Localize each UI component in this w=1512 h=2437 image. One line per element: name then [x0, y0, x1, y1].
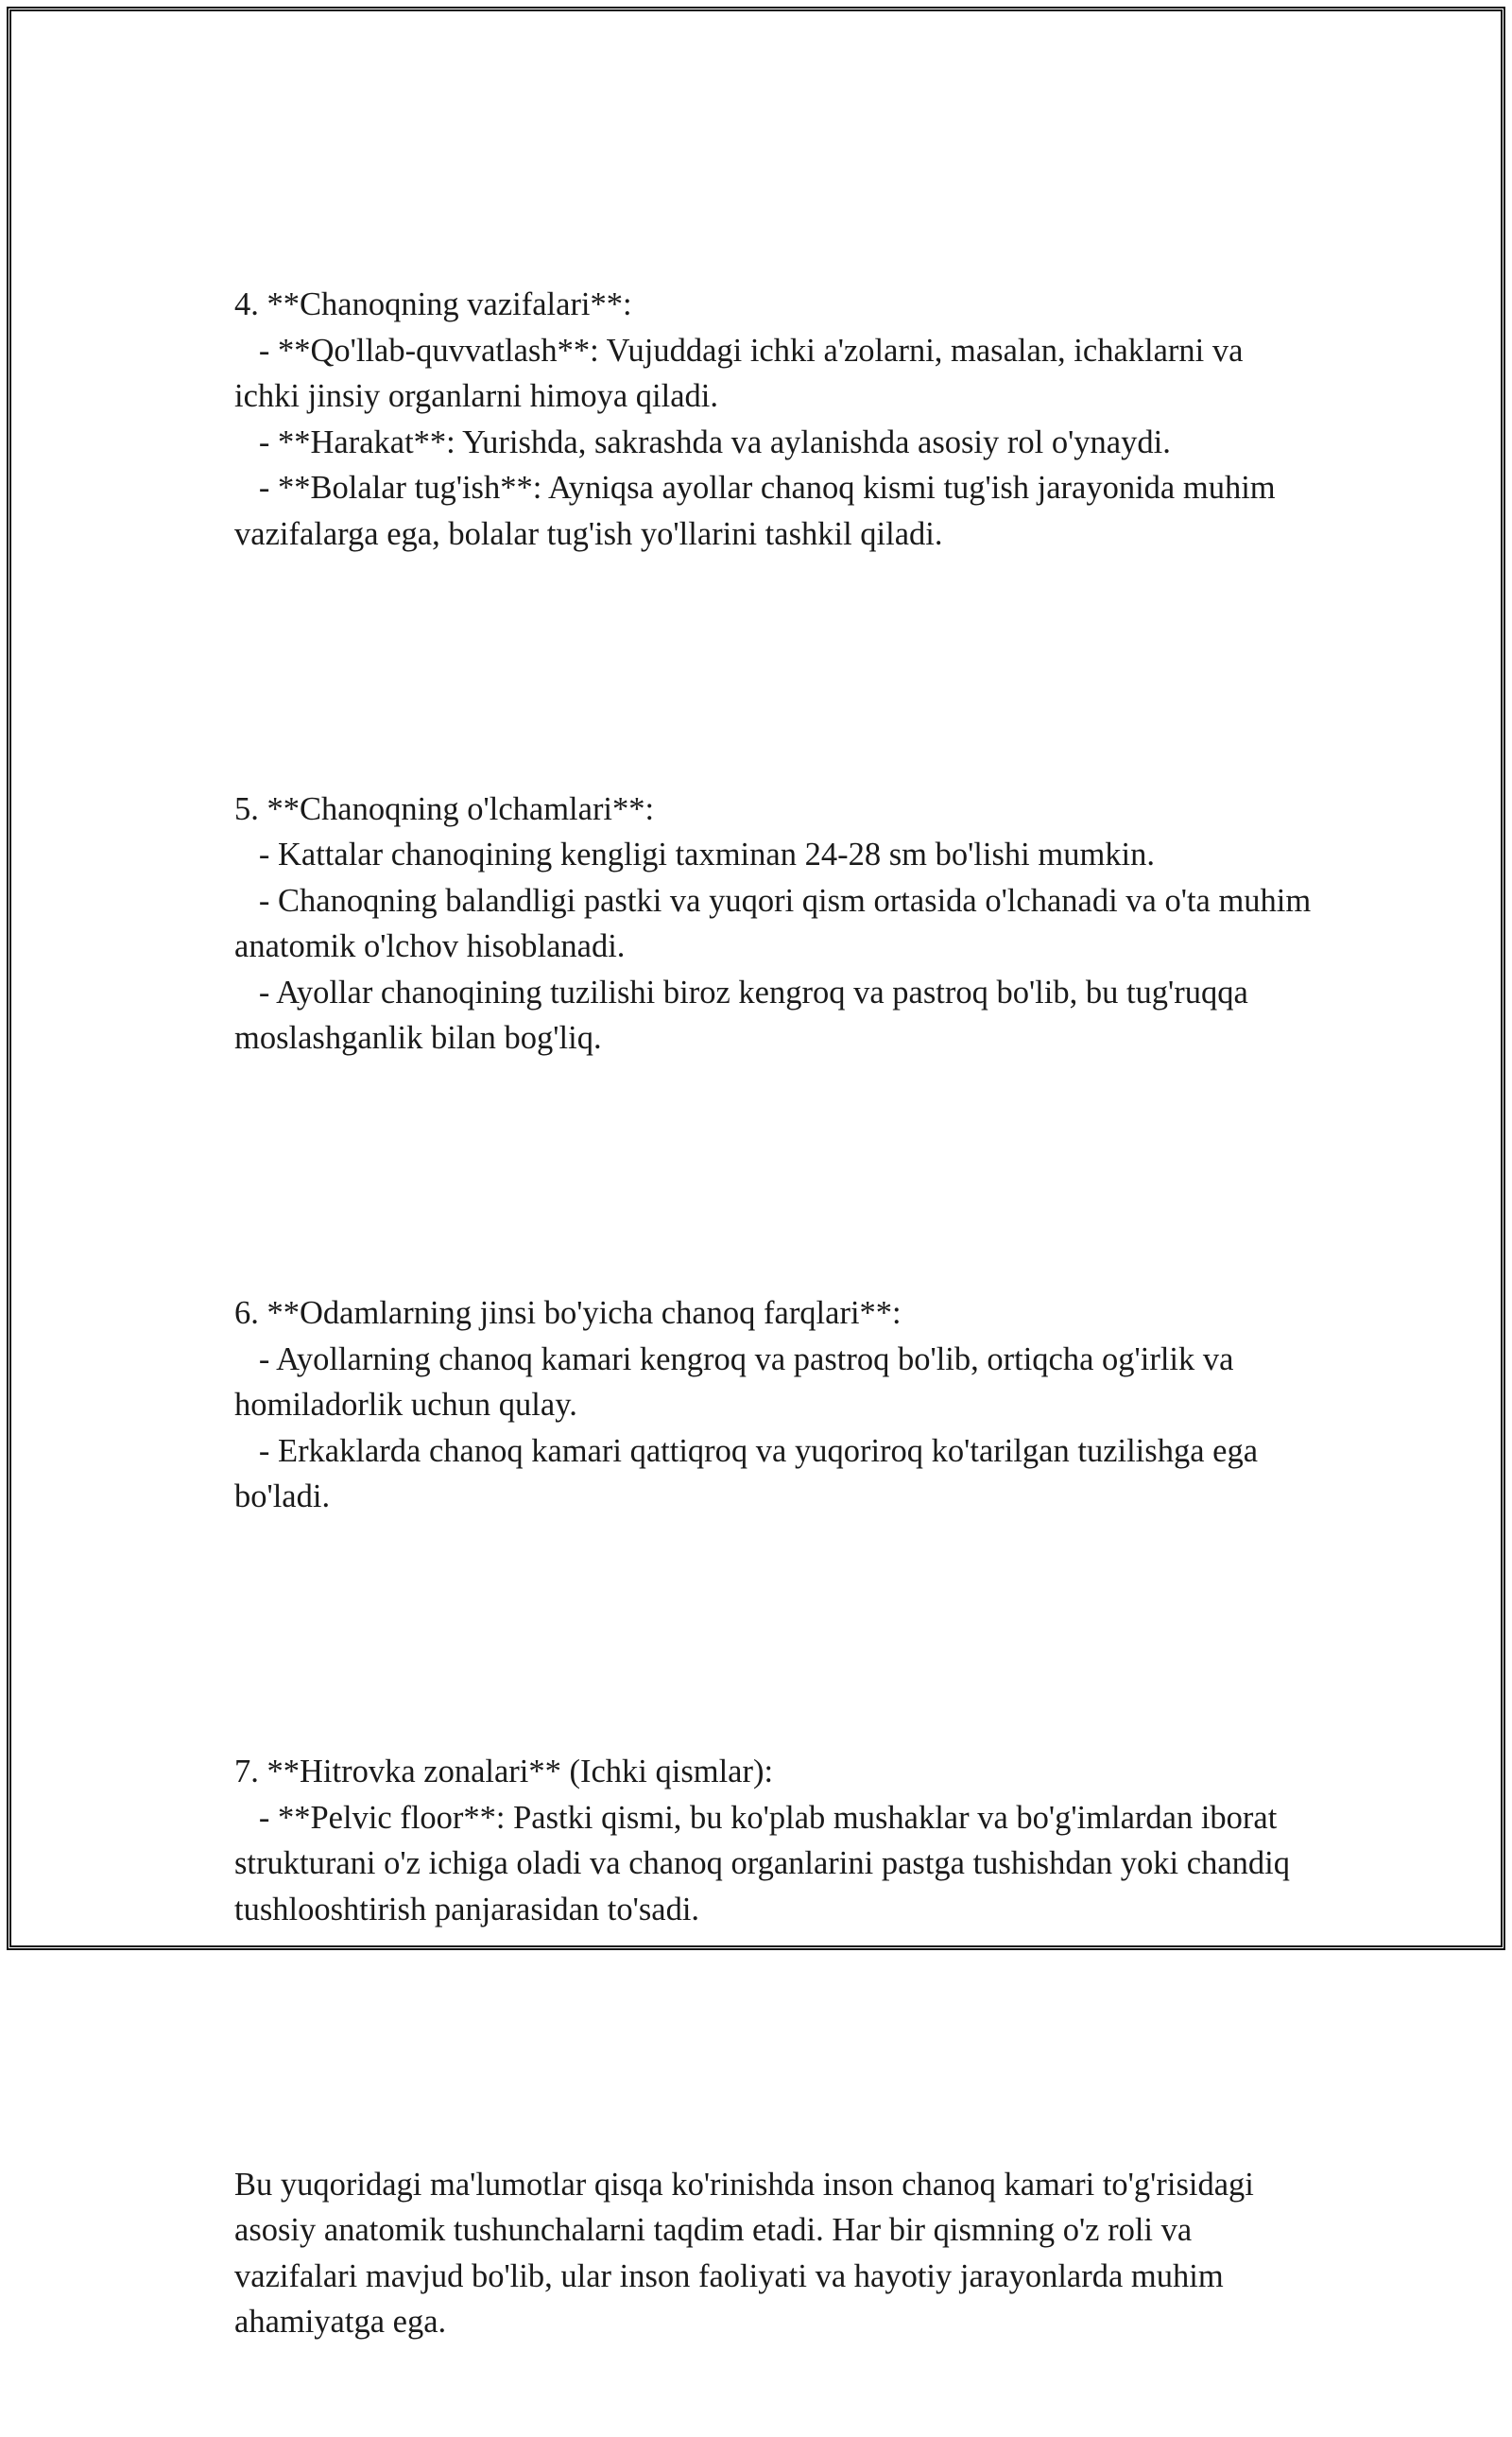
paragraph-spacer: [234, 648, 1312, 695]
section-7-zones: 7. **Hitrovka zonalari** (Ichki qismlar): - **Pelvic floor**: Pastki qismi, bu ko'plab mushaklar va bo'g'imlardan iborat strukturani o'z ichiga oladi va chanoq organlarini pastga tushishdan yoki chandiq tushlooshtirish panjarasidan to'sadi.: [234, 1754, 1290, 1927]
paragraph-spacer: [234, 2024, 1312, 2070]
document-body: [234, 190, 1312, 2437]
paragraph-spacer: [234, 1153, 1312, 1200]
paragraph-spacer: [234, 1612, 1312, 1658]
section-4-functions: 4. **Chanoqning vazifalari**: - **Qo'llab-quvvatlash**: Vujuddagi ichki a'zolarni, masalan, ichaklarni va ichki jinsiy organlarni himoya qiladi. - **Harakat**: Yurishda, sakrashda va aylanishda asosiy rol o'ynaydi. - **Bolalar tug'ish**: Ayniqsa ayollar chanoq kismi tug'ish jarayonida muhim vazifalarga ega, bolalar tug'ish yo'llarini tashkil qiladi.: [234, 286, 1276, 552]
conclusion-paragraph: Bu yuqoridagi ma'lumotlar qisqa ko'rinishda inson chanoq kamari to'g'risidagi asosiy anatomik tushunchalarni taqdim etadi. Har bir qismning o'z roli va vazifalari mavjud bo'lib, ular inson faoliyati va hayotiy jarayonlarda muhim ahamiyatga ega.: [234, 2166, 1263, 2340]
section-5-dimensions: 5. **Chanoqning o'lchamlari**: - Kattalar chanoqining kengligi taxminan 24-28 sm bo'lishi mumkin. - Chanoqning balandligi pastki va yuqori qism ortasida o'lchanadi va o'ta muhim anatomik o'lchov hisoblanadi. - Ayollar chanoqining tuzilishi biroz kengroq va pastroq bo'lib, bu tug'ruqqa moslashganlik bilan bog'liq.: [234, 790, 1312, 1056]
section-6-sex-differences: 6. **Odamlarning jinsi bo'yicha chanoq farqlari**: - Ayollarning chanoq kamari kengroq va pastroq bo'lib, ortiqcha og'irlik va homiladorlik uchun qulay. - Erkaklarda chanoq kamari qattiqroq va yuqoriroq ko'tarilgan tuzilishga ega bo'ladi.: [234, 1295, 1259, 1514]
page-border: [7, 7, 1505, 2340]
